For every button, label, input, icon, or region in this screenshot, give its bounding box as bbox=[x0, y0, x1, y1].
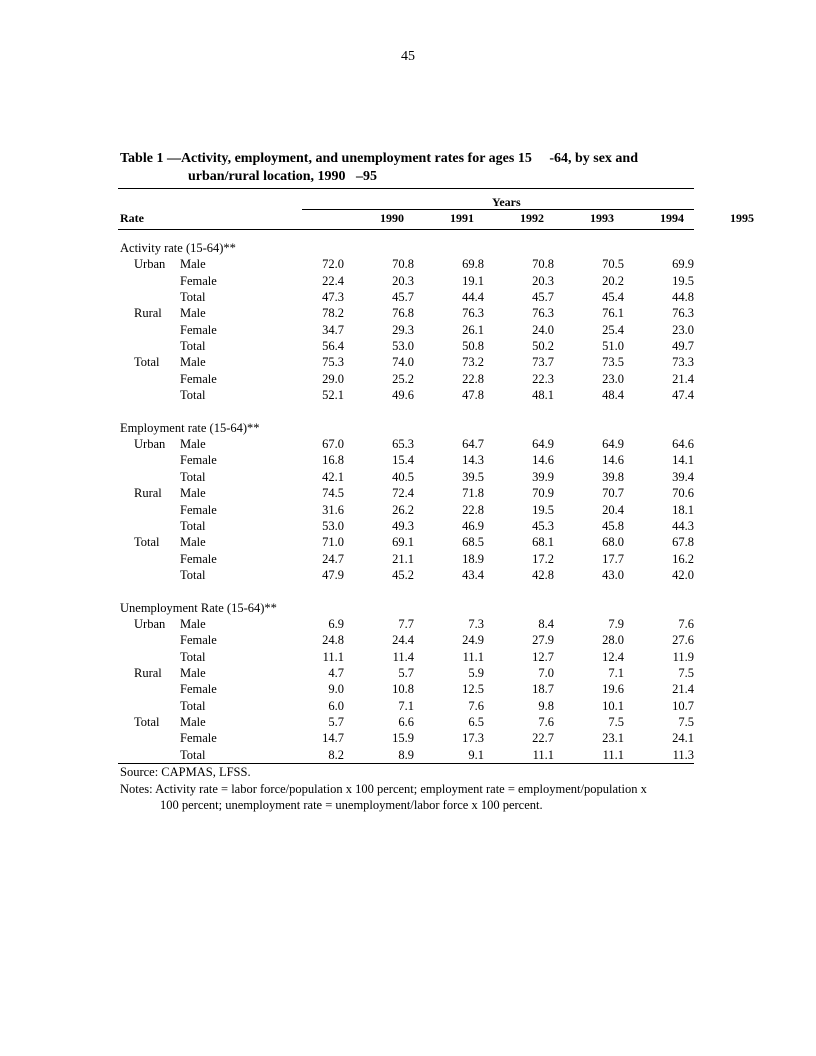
table-row bbox=[0, 714, 816, 730]
location-label: Total bbox=[134, 355, 160, 370]
rate-value: 12.4 bbox=[602, 649, 624, 664]
notes-line2: 100 percent; unemployment rate = unemployment/labor force x 100 percent. bbox=[160, 798, 543, 812]
rate-value: 39.9 bbox=[532, 469, 554, 484]
sex-label: Total bbox=[180, 567, 206, 582]
table-row bbox=[0, 273, 816, 289]
sex-label: Total bbox=[180, 469, 206, 484]
table-row bbox=[0, 747, 816, 763]
rate-value: 17.2 bbox=[532, 551, 554, 566]
rate-value: 5.7 bbox=[398, 665, 414, 680]
rate-value: 8.4 bbox=[538, 616, 554, 631]
notes bbox=[120, 781, 700, 813]
source-note: Source: CAPMAS, LFSS. bbox=[120, 765, 251, 779]
rate-value: 44.3 bbox=[672, 518, 694, 533]
spacer-row bbox=[0, 583, 816, 599]
rate-value: 29.0 bbox=[322, 371, 344, 386]
rate-value: 69.1 bbox=[392, 535, 414, 550]
sex-label: Male bbox=[180, 665, 206, 680]
rate-value: 70.8 bbox=[532, 257, 554, 272]
rate-value: 17.7 bbox=[602, 551, 624, 566]
header-bottom-rule bbox=[118, 229, 694, 230]
rate-value: 10.1 bbox=[602, 698, 624, 713]
year-header: 1991 bbox=[450, 211, 474, 225]
rate-value: 9.0 bbox=[328, 682, 344, 697]
rate-value: 14.1 bbox=[672, 453, 694, 468]
rate-value: 16.2 bbox=[672, 551, 694, 566]
rate-value: 52.1 bbox=[322, 388, 344, 403]
rate-value: 24.8 bbox=[322, 633, 344, 648]
table-title-line2: urban/rural location, 1990 –95 bbox=[188, 169, 378, 184]
years-header: Years bbox=[492, 195, 521, 209]
location-label: Total bbox=[134, 714, 160, 729]
rate-value: 7.5 bbox=[678, 714, 694, 729]
rate-header: Rate bbox=[120, 211, 144, 225]
rate-value: 20.3 bbox=[392, 273, 414, 288]
table-row bbox=[0, 469, 816, 485]
rate-value: 39.8 bbox=[602, 469, 624, 484]
rate-value: 21.1 bbox=[392, 551, 414, 566]
rate-value: 6.6 bbox=[398, 714, 414, 729]
table-row bbox=[0, 305, 816, 321]
page-number: 45 bbox=[401, 49, 415, 64]
rate-value: 34.7 bbox=[322, 322, 344, 337]
location-label: Rural bbox=[134, 486, 162, 501]
rate-value: 45.7 bbox=[392, 290, 414, 305]
rate-value: 22.3 bbox=[532, 371, 554, 386]
rate-value: 27.9 bbox=[532, 633, 554, 648]
rate-value: 8.2 bbox=[328, 747, 344, 762]
table-row bbox=[0, 371, 816, 387]
rate-value: 11.3 bbox=[672, 747, 694, 762]
rate-value: 22.7 bbox=[532, 731, 554, 746]
rate-value: 25.2 bbox=[392, 371, 414, 386]
rate-value: 7.3 bbox=[468, 616, 484, 631]
location-label: Rural bbox=[134, 665, 162, 680]
years-rule bbox=[302, 209, 694, 210]
rate-value: 6.0 bbox=[328, 698, 344, 713]
rate-value: 48.1 bbox=[532, 388, 554, 403]
rate-value: 45.7 bbox=[532, 290, 554, 305]
rate-value: 72.4 bbox=[392, 486, 414, 501]
section-label: Unemployment Rate (15-64)** bbox=[120, 600, 277, 615]
sex-label: Female bbox=[180, 731, 217, 746]
rate-value: 43.0 bbox=[602, 567, 624, 582]
rate-value: 43.4 bbox=[462, 567, 484, 582]
table-row bbox=[0, 322, 816, 338]
rate-value: 70.6 bbox=[672, 486, 694, 501]
sex-label: Male bbox=[180, 535, 206, 550]
rate-value: 76.3 bbox=[532, 306, 554, 321]
table-row bbox=[0, 665, 816, 681]
sex-label: Male bbox=[180, 306, 206, 321]
rate-value: 24.7 bbox=[322, 551, 344, 566]
rate-value: 10.7 bbox=[672, 698, 694, 713]
table-row bbox=[0, 616, 816, 632]
rate-value: 50.2 bbox=[532, 339, 554, 354]
rate-value: 56.4 bbox=[322, 339, 344, 354]
sex-label: Female bbox=[180, 453, 217, 468]
rate-value: 67.8 bbox=[672, 535, 694, 550]
rate-value: 70.8 bbox=[392, 257, 414, 272]
rate-value: 11.1 bbox=[462, 649, 484, 664]
table-row bbox=[0, 518, 816, 534]
rate-value: 39.5 bbox=[462, 469, 484, 484]
table-row bbox=[0, 452, 816, 468]
rate-value: 4.7 bbox=[328, 665, 344, 680]
rate-value: 46.9 bbox=[462, 518, 484, 533]
rate-value: 6.9 bbox=[328, 616, 344, 631]
rate-value: 6.5 bbox=[468, 714, 484, 729]
rate-value: 24.9 bbox=[462, 633, 484, 648]
rate-value: 64.7 bbox=[462, 437, 484, 452]
rate-value: 22.8 bbox=[462, 502, 484, 517]
rate-value: 23.0 bbox=[672, 322, 694, 337]
rate-value: 45.8 bbox=[602, 518, 624, 533]
year-header: 1993 bbox=[590, 211, 614, 225]
rate-value: 78.2 bbox=[322, 306, 344, 321]
section-row bbox=[0, 240, 816, 256]
rate-value: 9.8 bbox=[538, 698, 554, 713]
rate-value: 11.1 bbox=[532, 747, 554, 762]
year-header: 1992 bbox=[520, 211, 544, 225]
table-row bbox=[0, 649, 816, 665]
rate-value: 53.0 bbox=[322, 518, 344, 533]
rate-value: 21.4 bbox=[672, 371, 694, 386]
rate-value: 42.0 bbox=[672, 567, 694, 582]
rate-value: 68.0 bbox=[602, 535, 624, 550]
rate-value: 73.3 bbox=[672, 355, 694, 370]
rate-value: 19.5 bbox=[672, 273, 694, 288]
sex-label: Female bbox=[180, 502, 217, 517]
table-row bbox=[0, 387, 816, 403]
rate-value: 73.7 bbox=[532, 355, 554, 370]
table-row bbox=[0, 551, 816, 567]
table-body bbox=[0, 240, 816, 763]
rate-value: 69.9 bbox=[672, 257, 694, 272]
rate-value: 51.0 bbox=[602, 339, 624, 354]
rate-value: 45.4 bbox=[602, 290, 624, 305]
rate-value: 44.4 bbox=[462, 290, 484, 305]
rate-value: 23.1 bbox=[602, 731, 624, 746]
table-row bbox=[0, 502, 816, 518]
rate-value: 40.5 bbox=[392, 469, 414, 484]
sex-label: Male bbox=[180, 257, 206, 272]
sex-label: Total bbox=[180, 290, 206, 305]
rate-value: 7.6 bbox=[538, 714, 554, 729]
rate-value: 49.6 bbox=[392, 388, 414, 403]
rate-value: 18.1 bbox=[672, 502, 694, 517]
table-row bbox=[0, 338, 816, 354]
table-title-line1: Table 1 —Activity, employment, and unemployment rates for ages 15 -64, by sex and bbox=[120, 151, 638, 166]
sex-label: Female bbox=[180, 551, 217, 566]
rate-value: 64.9 bbox=[532, 437, 554, 452]
rate-value: 67.0 bbox=[322, 437, 344, 452]
table-row bbox=[0, 485, 816, 501]
rate-value: 25.4 bbox=[602, 322, 624, 337]
rate-value: 74.5 bbox=[322, 486, 344, 501]
section-label: Employment rate (15-64)** bbox=[120, 420, 260, 435]
location-label: Rural bbox=[134, 306, 162, 321]
location-label: Total bbox=[134, 535, 160, 550]
rate-value: 42.8 bbox=[532, 567, 554, 582]
rate-value: 47.9 bbox=[322, 567, 344, 582]
table-top-rule bbox=[118, 188, 694, 189]
rate-value: 7.1 bbox=[398, 698, 414, 713]
rate-value: 7.1 bbox=[608, 665, 624, 680]
rate-value: 31.6 bbox=[322, 502, 344, 517]
rate-value: 53.0 bbox=[392, 339, 414, 354]
rate-value: 14.6 bbox=[602, 453, 624, 468]
rate-value: 26.1 bbox=[462, 322, 484, 337]
location-label: Urban bbox=[134, 616, 166, 631]
rate-value: 7.7 bbox=[398, 616, 414, 631]
section-row bbox=[0, 600, 816, 616]
spacer-row bbox=[0, 403, 816, 419]
rate-value: 14.7 bbox=[322, 731, 344, 746]
rate-value: 44.8 bbox=[672, 290, 694, 305]
year-header: 1994 bbox=[660, 211, 684, 225]
rate-value: 26.2 bbox=[392, 502, 414, 517]
location-label: Urban bbox=[134, 437, 166, 452]
rate-value: 8.9 bbox=[398, 747, 414, 762]
rate-value: 71.0 bbox=[322, 535, 344, 550]
rate-value: 49.7 bbox=[672, 339, 694, 354]
sex-label: Male bbox=[180, 616, 206, 631]
table-header-row bbox=[118, 211, 754, 227]
rate-value: 22.4 bbox=[322, 273, 344, 288]
sex-label: Male bbox=[180, 437, 206, 452]
rate-value: 70.5 bbox=[602, 257, 624, 272]
rate-value: 16.8 bbox=[322, 453, 344, 468]
table-row bbox=[0, 436, 816, 452]
rate-value: 70.9 bbox=[532, 486, 554, 501]
rate-value: 7.5 bbox=[608, 714, 624, 729]
section-row bbox=[0, 420, 816, 436]
table-row bbox=[0, 681, 816, 697]
year-header: 1995 bbox=[730, 211, 754, 225]
rate-value: 7.6 bbox=[468, 698, 484, 713]
rate-value: 47.4 bbox=[672, 388, 694, 403]
sex-label: Total bbox=[180, 518, 206, 533]
rate-value: 7.6 bbox=[678, 616, 694, 631]
rate-value: 11.1 bbox=[602, 747, 624, 762]
rate-value: 71.8 bbox=[462, 486, 484, 501]
rate-value: 64.6 bbox=[672, 437, 694, 452]
rate-value: 12.5 bbox=[462, 682, 484, 697]
table-row bbox=[0, 354, 816, 370]
rate-value: 64.9 bbox=[602, 437, 624, 452]
rate-value: 15.4 bbox=[392, 453, 414, 468]
sex-label: Total bbox=[180, 649, 206, 664]
rate-value: 42.1 bbox=[322, 469, 344, 484]
sex-label: Female bbox=[180, 633, 217, 648]
rate-value: 49.3 bbox=[392, 518, 414, 533]
rate-value: 50.8 bbox=[462, 339, 484, 354]
rate-value: 45.3 bbox=[532, 518, 554, 533]
table-title bbox=[120, 150, 700, 186]
rate-value: 22.8 bbox=[462, 371, 484, 386]
rate-value: 73.2 bbox=[462, 355, 484, 370]
table-bottom-rule bbox=[118, 763, 694, 764]
rate-value: 47.3 bbox=[322, 290, 344, 305]
rate-value: 11.9 bbox=[672, 649, 694, 664]
rate-value: 17.3 bbox=[462, 731, 484, 746]
rate-value: 74.0 bbox=[392, 355, 414, 370]
rate-value: 24.0 bbox=[532, 322, 554, 337]
sex-label: Total bbox=[180, 698, 206, 713]
rate-value: 29.3 bbox=[392, 322, 414, 337]
rate-value: 11.1 bbox=[322, 649, 344, 664]
rate-value: 14.6 bbox=[532, 453, 554, 468]
sex-label: Female bbox=[180, 322, 217, 337]
sex-label: Female bbox=[180, 273, 217, 288]
rate-value: 9.1 bbox=[468, 747, 484, 762]
rate-value: 76.1 bbox=[602, 306, 624, 321]
sex-label: Male bbox=[180, 714, 206, 729]
rate-value: 48.4 bbox=[602, 388, 624, 403]
rate-value: 73.5 bbox=[602, 355, 624, 370]
table-row bbox=[0, 730, 816, 746]
rate-value: 24.4 bbox=[392, 633, 414, 648]
rate-value: 68.1 bbox=[532, 535, 554, 550]
rate-value: 23.0 bbox=[602, 371, 624, 386]
rate-value: 20.2 bbox=[602, 273, 624, 288]
rate-value: 5.7 bbox=[328, 714, 344, 729]
rate-value: 12.7 bbox=[532, 649, 554, 664]
rate-value: 72.0 bbox=[322, 257, 344, 272]
sex-label: Female bbox=[180, 371, 217, 386]
rate-value: 18.9 bbox=[462, 551, 484, 566]
rate-value: 45.2 bbox=[392, 567, 414, 582]
table-row bbox=[0, 289, 816, 305]
rate-value: 39.4 bbox=[672, 469, 694, 484]
rate-value: 69.8 bbox=[462, 257, 484, 272]
rate-value: 21.4 bbox=[672, 682, 694, 697]
rate-value: 7.0 bbox=[538, 665, 554, 680]
sex-label: Total bbox=[180, 339, 206, 354]
rate-value: 19.5 bbox=[532, 502, 554, 517]
year-header: 1990 bbox=[380, 211, 404, 225]
rate-value: 11.4 bbox=[392, 649, 414, 664]
notes-line1: Notes: Activity rate = labor force/population x 100 percent; employment rate = employment/population x bbox=[120, 782, 647, 796]
rate-value: 15.9 bbox=[392, 731, 414, 746]
rate-value: 76.3 bbox=[462, 306, 484, 321]
sex-label: Male bbox=[180, 486, 206, 501]
sex-label: Total bbox=[180, 747, 206, 762]
table-row bbox=[0, 567, 816, 583]
rate-value: 76.3 bbox=[672, 306, 694, 321]
rate-value: 28.0 bbox=[602, 633, 624, 648]
rate-value: 76.8 bbox=[392, 306, 414, 321]
sex-label: Male bbox=[180, 355, 206, 370]
rate-value: 20.3 bbox=[532, 273, 554, 288]
rate-value: 24.1 bbox=[672, 731, 694, 746]
rate-value: 70.7 bbox=[602, 486, 624, 501]
sex-label: Total bbox=[180, 388, 206, 403]
rate-value: 47.8 bbox=[462, 388, 484, 403]
rate-value: 68.5 bbox=[462, 535, 484, 550]
section-label: Activity rate (15-64)** bbox=[120, 241, 236, 255]
location-label: Urban bbox=[134, 257, 166, 272]
rate-value: 14.3 bbox=[462, 453, 484, 468]
rate-value: 19.1 bbox=[462, 273, 484, 288]
rate-value: 5.9 bbox=[468, 665, 484, 680]
rate-value: 75.3 bbox=[322, 355, 344, 370]
table-row bbox=[0, 256, 816, 272]
rate-value: 7.9 bbox=[608, 616, 624, 631]
rate-value: 65.3 bbox=[392, 437, 414, 452]
rate-value: 7.5 bbox=[678, 665, 694, 680]
rate-value: 19.6 bbox=[602, 682, 624, 697]
table-row bbox=[0, 698, 816, 714]
rate-value: 10.8 bbox=[392, 682, 414, 697]
rate-value: 18.7 bbox=[532, 682, 554, 697]
table-row bbox=[0, 632, 816, 648]
rate-value: 27.6 bbox=[672, 633, 694, 648]
table-row bbox=[0, 534, 816, 550]
sex-label: Female bbox=[180, 682, 217, 697]
rate-value: 20.4 bbox=[602, 502, 624, 517]
